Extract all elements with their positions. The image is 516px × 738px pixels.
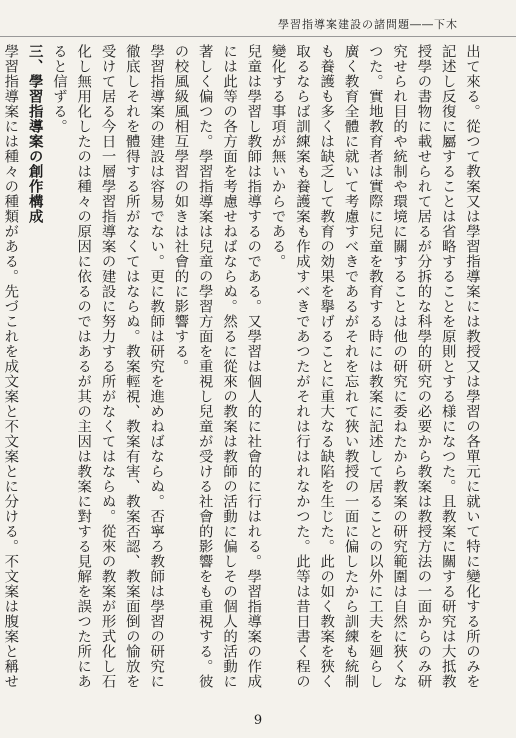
- running-head: [0, 14, 516, 37]
- body-text: [0, 44, 484, 699]
- section-heading: 三、學習指導案の創作構成: [26, 44, 44, 224]
- paragraph: 學習指導案には種々の種類がある。先づこれを成文案と不文案とに分ける。不文案は腹案と稱せ: [2, 44, 19, 689]
- running-head-text: 學習指導案建設の諸問題――下木: [278, 18, 458, 31]
- paragraph: 學習指導案の建設は容易でない。更に教師は研究を進めねばならぬ。否寧ろ教師は學習の研究に徹底しそれを體得する所がなくてはならぬ。教案輕視、教案有害、教案否認、教案面倒の愉放を受けて居る今日一層學習指導案の建設に努力する所がなくてはならぬ。從來の教案が形式化し石化し無用化したのは種々の原因に依るのではあるが其の主因は教案に對する見解を誤つた所にあると信ずる。: [50, 44, 165, 689]
- paragraph: 兒童は學習し教師は指導するのである。又學習は個人的に社會的に行はれる。學習指導案の作成には此等の各方面を考慮せねばならぬ。然るに從來の教案は教師の活動に偏しその個人的活動に著しく偏つた。學習指導案は兒童の學習方面を重視し兒童が受ける社會的影響をも重視する。彼の校風級風相互學習の如きは社會的に影響する。: [172, 44, 262, 689]
- paragraph: 出て來る。從つて教案又は學習指導案には教授又は學習の各單元に就いて特に變化する所のみを記述し反復に屬することは省略することを原則とする様になつた。且教案に關する研究は大抵教授學の書物に載せられて居るが分拆的な科學的研究の必要から教案は教授方法の一面からのみ研究せられ目的や統制や環境に關することは他の研究に委ねたから教案の研究範圍は自然に狹くなつた。實地教育者は實際に兒童を教育する時には教案に記述して居ることの以外に工夫を廻らし廣く教育全體に就いて考慮すべきであるがそれを忘れて狹い教授の一面に偏したから訓練も統制も養護も多くは缺乏して教育の効果を擧げることに重大なる缺陷を生じた。此の如く教案を狹く取るならば訓練案も養護案も作成すべきであつたがそれは行はれなかつた。此等は昔日書く程の變化する事項が無いからである。: [269, 44, 480, 689]
- page-number: 9: [253, 713, 263, 728]
